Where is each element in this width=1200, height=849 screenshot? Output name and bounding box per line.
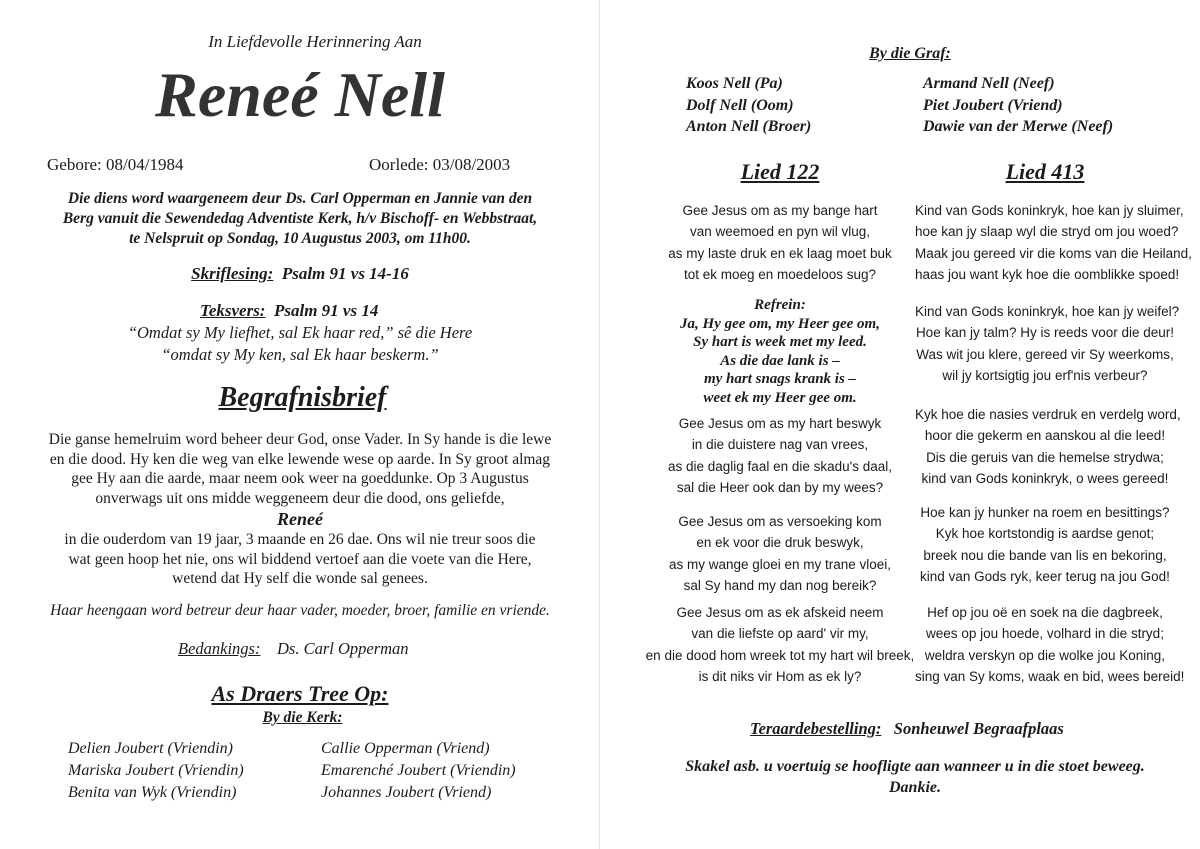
thanks-line	[178, 639, 409, 659]
died-date: 03/08/2003	[432, 155, 511, 174]
refrain-label: Refrein:	[754, 297, 806, 313]
scripture-label: Skriflesing:	[191, 264, 274, 283]
thanks-label: Bedankings:	[178, 639, 261, 658]
burial-value: Sonheuwel Begraafplaas	[893, 719, 1064, 738]
song1-refrain	[645, 296, 915, 407]
song-line: Gee Jesus om as ek afskeid neem	[676, 605, 884, 620]
service-line: te Nelspruit op Sondag, 10 Augustus 2003, om 11h00.	[129, 230, 471, 247]
text-value: Psalm 91 vs 14	[273, 301, 379, 320]
grave-name: Anton Nell (Broer)	[686, 118, 812, 135]
song1-verse-3	[645, 511, 915, 596]
song-line: Kyk hoe die nasies verdruk en verdelg word,	[915, 407, 1181, 422]
song-line: sing van Sy koms, waak en bid, wees bereid!	[915, 668, 1185, 684]
born-label: Gebore:	[47, 155, 102, 174]
grave-name: Koos Nell (Pa)	[686, 75, 783, 92]
song-line: as my wange gloei en my trane vloei,	[668, 556, 892, 572]
letter-line: wat geen hoop het nie, ons wil biddend vertoef aan die voete van die Here,	[68, 550, 532, 568]
song-line: Hoe kan jy talm? Hy is reeds voor die deur!	[915, 325, 1175, 341]
died-label: Oorlede:	[369, 155, 429, 174]
burial-line	[750, 719, 1064, 739]
song-line: kind van Gods ryk, keer terug na jou God!	[920, 568, 1170, 584]
song-line: van die liefste op aard' vir my,	[691, 626, 869, 642]
scripture-reading	[0, 264, 600, 284]
refrain-line: weet ek my Heer gee om.	[703, 389, 857, 406]
scripture-value: Psalm 91 vs 14-16	[281, 264, 409, 283]
grave-column-2	[923, 73, 1113, 138]
song-line: tot ek moeg en moedeloos sug?	[683, 266, 877, 282]
song1-verse-2	[645, 413, 915, 498]
letter-title: Begrafnisbrief	[218, 382, 387, 413]
grave-name: Dawie van der Merwe (Neef)	[923, 118, 1114, 135]
song2-title: Lied 413	[1005, 159, 1085, 184]
song-line: Kyk hoe kortstondig is aardse genot;	[935, 526, 1155, 542]
song-line: en ek voor die druk beswyk,	[696, 535, 864, 551]
refrain-line: Sy hart is week met my leed.	[693, 334, 867, 350]
letter-line: onverwags uit ons midde weggeneem deur die dood, ons geliefde,	[95, 489, 505, 507]
song-line: Hef op jou oë en soek na die dagbreek,	[927, 605, 1163, 620]
bearer-name: Johannes Joubert (Vriend)	[321, 784, 492, 801]
song-line: en die dood hom wreek tot my hart wil breek,	[645, 647, 915, 663]
song-line: weldra verskyn op die wolke jou Koning,	[924, 647, 1166, 663]
song2-verse-4	[915, 502, 1175, 587]
bearers-title: As Draers Tree Op:	[211, 681, 389, 706]
song-line: haas jou want kyk hoe die oomblikke spoed!	[915, 266, 1180, 282]
song2-verse-2	[915, 301, 1180, 386]
song-line: breek nou die bande van lis en bekoring,	[923, 547, 1167, 563]
quote-line-1: “Omdat sy My liefhet, sal Ek haar red,” sê die Here	[127, 323, 473, 342]
song2-verse-3	[915, 404, 1181, 489]
song-line: Kind van Gods koninkryk, hoe kan jy sluimer,	[915, 203, 1184, 218]
grave-name: Dolf Nell (Oom)	[686, 96, 794, 114]
text-verse-quote	[0, 322, 600, 366]
song1-title: Lied 122	[740, 159, 820, 184]
death-date-line	[369, 155, 510, 175]
refrain-line: Ja, Hy gee om, my Heer gee om,	[680, 315, 880, 332]
song1-verse-4	[645, 602, 915, 687]
bearers-column-1	[68, 738, 244, 804]
bearer-name: Mariska Joubert (Vriendin)	[68, 762, 244, 779]
refrain-line: As die dae lank is –	[720, 352, 840, 369]
deceased-name: Reneé Nell	[155, 59, 445, 130]
birth-date-line	[47, 155, 183, 175]
letter-name: Reneé	[277, 509, 323, 529]
song-line: Was wit jou klere, gereed vir Sy weerkoms,	[916, 346, 1174, 362]
bearer-name: Benita van Wyk (Vriendin)	[68, 784, 237, 801]
song-line: van weemoed en pyn wil vlug,	[689, 224, 871, 240]
right-page	[600, 0, 1200, 849]
service-line: Die diens word waargeneem deur Ds. Carl Opperman en Jannie van den	[67, 190, 533, 207]
song-line: wees op jou hoede, volhard in die stryd;	[926, 626, 1164, 642]
thanks-value: Ds. Carl Opperman	[276, 639, 409, 658]
song2-verse-5	[915, 602, 1185, 687]
vehicle-note: Skakel asb. u voertuig se hoofligte aan wanneer u in die stoet beweeg.	[685, 758, 1145, 775]
letter-line: en die dood. Hy ken die weg van elke lewende wese op aarde. In Sy groot almag	[49, 450, 551, 468]
service-details	[0, 189, 600, 249]
grave-name: Piet Joubert (Vriend)	[923, 96, 1063, 114]
song-line: wil jy kortsigtig jou erf'nis verbeur?	[942, 367, 1148, 383]
letter-body	[0, 430, 600, 589]
song-line: sal Sy hand my dan nog bereik?	[683, 577, 877, 593]
grave-name: Armand Nell (Neef)	[923, 75, 1055, 92]
song-line: as my laste druk en ek laag moet buk	[668, 245, 892, 261]
mourned-line: Haar heengaan word betreur deur haar vader, moeder, broer, familie en vriende.	[50, 602, 550, 619]
letter-line: wetend dat Hy self die wonde sal genees.	[172, 570, 428, 587]
song-line: Kind van Gods koninkryk, hoe kan jy weifel?	[915, 304, 1180, 319]
song-line: as die daglig faal en die skadu's daal,	[668, 458, 892, 474]
quote-line-2: “omdat sy My ken, sal Ek haar beskerm.”	[161, 345, 439, 364]
born-date: 08/04/1984	[106, 155, 184, 174]
song-line: Gee Jesus om as versoeking kom	[678, 514, 882, 529]
vehicle-note-block	[600, 756, 1200, 798]
service-line: Berg vanuit die Sewendedag Adventiste Kerk, h/v Bischoff- en Webbstraat,	[62, 210, 538, 227]
song-line: Gee Jesus om as my hart beswyk	[678, 416, 882, 431]
song-line: Hoe kan jy hunker na roem en besittings?	[920, 505, 1170, 520]
bearers-subtitle: By die Kerk:	[262, 709, 343, 726]
letter-line: gee Hy aan die aarde, maar neem ook weer na goeddunke. Op 3 Augustus	[71, 470, 529, 487]
song1-verse-1	[645, 200, 915, 285]
grave-title: By die Graf:	[869, 45, 951, 62]
thanks-word: Dankie.	[889, 779, 941, 796]
song-line: kind van Gods koninkryk, o wees gereed!	[921, 470, 1169, 486]
song-line: sal die Heer ook dan by my wees?	[676, 479, 884, 495]
letter-line: in die ouderdom van 19 jaar, 3 maande en 26 dae. Ons wil nie treur soos die	[64, 531, 536, 548]
text-verse	[200, 301, 378, 321]
grave-column-1	[686, 73, 811, 138]
bearer-name: Callie Opperman (Vriend)	[321, 740, 490, 757]
song-line: Maak jou gereed vir die koms van die Heiland,	[915, 245, 1192, 261]
bearer-name: Delien Joubert (Vriendin)	[68, 740, 233, 757]
song-line: is dit niks vir Hom as ek ly?	[698, 668, 862, 684]
text-label: Teksvers:	[200, 301, 266, 320]
memorial-heading: In Liefdevolle Herinnering Aan	[208, 32, 422, 51]
refrain-line: my hart snags krank is –	[703, 371, 857, 387]
song-line: in die duistere nag van vrees,	[691, 437, 869, 453]
bearer-name: Emarenché Joubert (Vriendin)	[321, 762, 516, 779]
letter-line: Die ganse hemelruim word beheer deur God, onse Vader. In Sy hande is die lewe	[48, 431, 552, 448]
song-line: hoe kan jy slaap wyl die stryd om jou woed?	[915, 224, 1179, 240]
song-line: Dis die geruis van die hemelse strydwa;	[926, 449, 1164, 465]
song-line: Gee Jesus om as my bange hart	[682, 203, 878, 218]
burial-label: Teraardebestelling:	[750, 719, 882, 738]
song-line: hoor die gekerm en aanskou al die leed!	[924, 428, 1166, 444]
bearers-column-2	[321, 738, 516, 804]
song2-verse-1	[915, 200, 1192, 285]
